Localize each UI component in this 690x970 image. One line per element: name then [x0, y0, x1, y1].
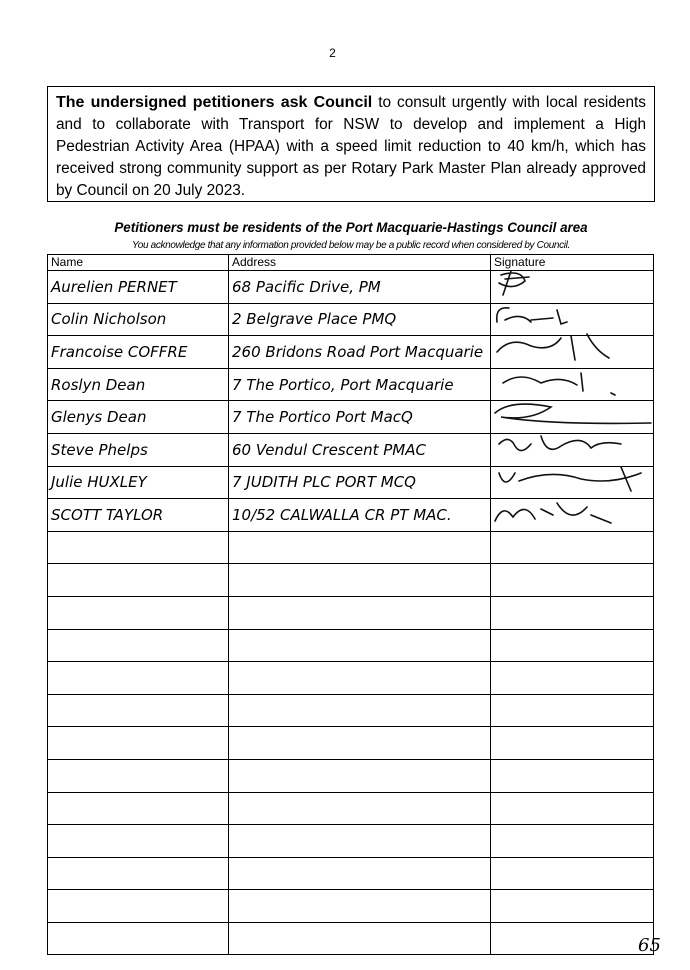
name-column-header: Name — [48, 255, 229, 271]
petition-lead: The undersigned petitioners ask Council — [56, 94, 373, 111]
petitioner-address: 2 Belgrave Place PMQ — [229, 303, 491, 336]
empty-name-cell[interactable] — [48, 792, 229, 825]
petitioner-address: 10/52 CALWALLA CR PT MAC. — [229, 499, 491, 532]
public-record-notice: You acknowledge that any information provided below may be a public record when considered by Council. — [132, 240, 570, 251]
empty-address-cell[interactable] — [229, 792, 491, 825]
petition-statement — [47, 86, 655, 202]
page-number: 2 — [329, 46, 336, 60]
blank-table-row — [48, 727, 654, 760]
petitioner-signature — [491, 499, 654, 532]
empty-address-cell[interactable] — [229, 890, 491, 923]
empty-name-cell[interactable] — [48, 922, 229, 955]
empty-name-cell[interactable] — [48, 564, 229, 597]
empty-address-cell[interactable] — [229, 727, 491, 760]
empty-address-cell[interactable] — [229, 857, 491, 890]
blank-table-row — [48, 564, 654, 597]
empty-name-cell[interactable] — [48, 890, 229, 923]
empty-address-cell[interactable] — [229, 564, 491, 597]
empty-name-cell[interactable] — [48, 662, 229, 695]
empty-signature-cell[interactable] — [491, 531, 654, 564]
empty-signature-cell[interactable] — [491, 922, 654, 955]
petitioner-address: 7 The Portico Port MacQ — [229, 401, 491, 434]
empty-name-cell[interactable] — [48, 759, 229, 792]
petitioner-address: 68 Pacific Drive, PM — [229, 271, 491, 304]
blank-table-row — [48, 596, 654, 629]
empty-address-cell[interactable] — [229, 694, 491, 727]
blank-table-row — [48, 890, 654, 923]
blank-table-row — [48, 662, 654, 695]
empty-name-cell[interactable] — [48, 629, 229, 662]
empty-address-cell[interactable] — [229, 922, 491, 955]
petitioner-name: Steve Phelps — [48, 433, 229, 466]
empty-name-cell[interactable] — [48, 694, 229, 727]
empty-name-cell[interactable] — [48, 825, 229, 858]
petitioner-name: Roslyn Dean — [48, 368, 229, 401]
empty-signature-cell[interactable] — [491, 759, 654, 792]
petitioner-address: 260 Bridons Road Port Macquarie — [229, 336, 491, 369]
petition-text: to consult urgently with local residents and to collaborate with Transport for NSW to develop and implement a High Pedestrian Activity Area (HPAA) with a speed limit reduction to 40 km/h, which has received strong community support as per Rotary Park Master Plan already approved by Council on 20 July 2023. — [56, 94, 646, 199]
empty-name-cell[interactable] — [48, 727, 229, 760]
blank-table-row — [48, 857, 654, 890]
petitioner-address: 60 Vendul Crescent PMAC — [229, 433, 491, 466]
blank-table-row — [48, 531, 654, 564]
blank-table-row — [48, 922, 654, 955]
blank-table-row — [48, 694, 654, 727]
empty-name-cell[interactable] — [48, 531, 229, 564]
petitioner-name: Julie HUXLEY — [48, 466, 229, 499]
empty-address-cell[interactable] — [229, 629, 491, 662]
empty-address-cell[interactable] — [229, 662, 491, 695]
empty-signature-cell[interactable] — [491, 629, 654, 662]
signature-column-header: Signature — [491, 255, 654, 271]
empty-address-cell[interactable] — [229, 759, 491, 792]
signature-rows — [48, 271, 654, 955]
blank-table-row — [48, 629, 654, 662]
empty-address-cell[interactable] — [229, 825, 491, 858]
residency-notice: Petitioners must be residents of the Port Macquarie-Hastings Council area — [114, 220, 588, 235]
empty-signature-cell[interactable] — [491, 857, 654, 890]
signature-table — [47, 254, 654, 955]
empty-signature-cell[interactable] — [491, 596, 654, 629]
empty-signature-cell[interactable] — [491, 825, 654, 858]
petitioner-name: Colin Nicholson — [48, 303, 229, 336]
empty-signature-cell[interactable] — [491, 792, 654, 825]
petitioner-name: Aurelien PERNET — [48, 271, 229, 304]
empty-address-cell[interactable] — [229, 531, 491, 564]
petitioner-address: 7 JUDITH PLC PORT MCQ — [229, 466, 491, 499]
petitioner-name: Francoise COFFRE — [48, 336, 229, 369]
empty-signature-cell[interactable] — [491, 727, 654, 760]
empty-signature-cell[interactable] — [491, 694, 654, 727]
blank-table-row — [48, 825, 654, 858]
petitioner-name: SCOTT TAYLOR — [48, 499, 229, 532]
blank-table-row — [48, 792, 654, 825]
empty-signature-cell[interactable] — [491, 662, 654, 695]
table-row — [48, 499, 654, 532]
handwritten-page-note: 65 — [638, 935, 661, 956]
empty-signature-cell[interactable] — [491, 564, 654, 597]
handwritten-signature — [491, 493, 651, 533]
petitioner-address: 7 The Portico, Port Macquarie — [229, 368, 491, 401]
address-column-header: Address — [229, 255, 491, 271]
empty-signature-cell[interactable] — [491, 890, 654, 923]
empty-name-cell[interactable] — [48, 596, 229, 629]
empty-name-cell[interactable] — [48, 857, 229, 890]
empty-address-cell[interactable] — [229, 596, 491, 629]
blank-table-row — [48, 759, 654, 792]
petitioner-name: Glenys Dean — [48, 401, 229, 434]
